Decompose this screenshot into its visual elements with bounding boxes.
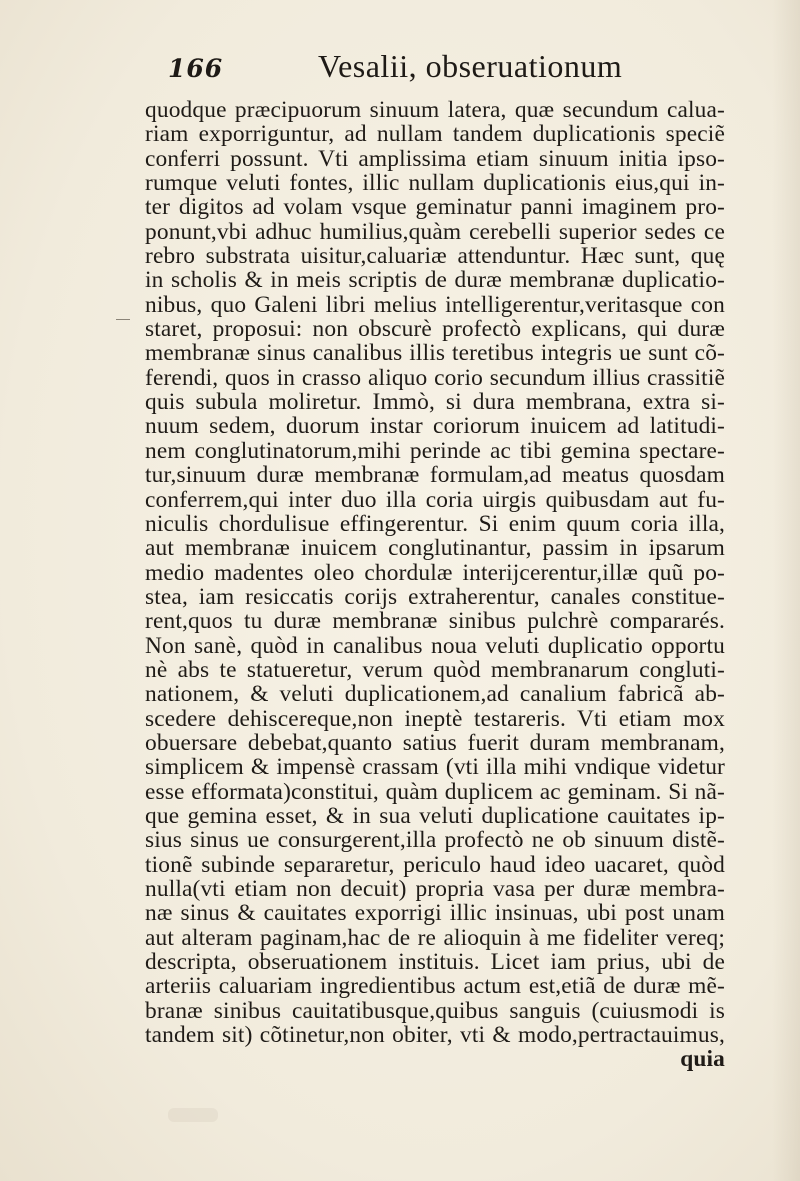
text-line: ter digitos ad volam vsque geminatur panni imaginem pro-: [145, 195, 725, 220]
bleed-through-mark: [168, 1108, 218, 1122]
text-line: membranæ sinus canalibus illis teretibus integris ue sunt cõ-: [145, 341, 725, 366]
text-line: tur,sinuum duræ membranæ formulam,ad meatus quosdam: [145, 463, 725, 488]
text-line: aut alteram paginam,hac de re alioquin à me fideliter vereq;: [145, 925, 725, 951]
text-line: tandem sit) cõtinetur,non obiter, vti & modo,pertractauimus,: [145, 1023, 725, 1048]
text-line: stea, iam resiccatis corijs extraherentur, canales constitue-: [145, 584, 725, 610]
running-head: Vesalii, obseruationum: [318, 48, 623, 84]
text-line: arteriis caluariam ingredientibus actum est,etiã de duræ mẽ-: [145, 974, 725, 999]
text-line: staret, proposui: non obscurè profectò explicans, qui duræ: [145, 317, 725, 342]
text-line: nuum sedem, duorum instar coriorum inuicem ad latitudi-: [145, 414, 725, 439]
text-line: ponunt,vbi adhuc humilius,quàm cerebelli superior sedes ce: [145, 219, 725, 245]
text-line: sius sinus ue consurgerent,illa profectò ne ob sinuum distẽ-: [145, 828, 725, 853]
text-line: descripta, obseruationem instituis. Licet iam prius, ubi de: [145, 950, 725, 975]
text-line: branæ sinibus cauitatibusque,quibus sanguis (cuiusmodi is: [145, 998, 725, 1024]
text-line: quodque præcipuorum sinuum latera, quæ secundum calua-: [145, 98, 725, 123]
page-header: [0, 48, 800, 94]
text-line: ferendi, quos in crasso aliquo corio secundum illius crassitiẽ: [145, 365, 725, 391]
text-line: simplicem & impensè crassam (vti illa mihi vndique videtur: [145, 755, 725, 780]
text-line: tionẽ subinde separaretur, periculo haud ideo uacaret, quòd: [145, 852, 725, 877]
text-line: medio madentes oleo chordulæ interijcerentur,illæ quũ po-: [145, 560, 725, 585]
page-edge-shadow: [772, 0, 800, 1181]
text-line: niculis chordulisue effingerentur. Si enim quum coria illa,: [145, 511, 725, 537]
text-line: nibus, quo Galeni libri melius intelligerentur,veritasque con: [145, 292, 725, 318]
text-line: rent,quos tu duræ membranæ sinibus pulchrè compararés.: [145, 609, 725, 634]
text-line: nationem, & veluti duplicationem,ad canalium fabricã ab-: [145, 682, 725, 707]
text-line: aut membranæ inuicem conglutinantur, passim in ipsarum: [145, 536, 725, 561]
text-line: conferri possunt. Vti amplissima etiam sinuum initia ipso-: [145, 146, 725, 172]
body-text: [145, 98, 725, 1072]
catchword: quia: [680, 1046, 725, 1073]
text-line: nè abs te statueretur, verum quòd membranarum congluti-: [145, 657, 725, 683]
text-line: que gemina esset, & in sua veluti duplicatione cauitates ip-: [145, 803, 725, 829]
margin-mark: [116, 319, 130, 320]
text-line: esse efformata)constitui, quàm duplicem ac geminam. Si nã-: [145, 779, 725, 804]
text-line: rumque veluti fontes, illic nullam duplicationis eius,qui in-: [145, 171, 725, 196]
text-line: næ sinus & cauitates exporrigi illic insinuas, ubi post unam: [145, 901, 725, 926]
text-line: nulla(vti etiam non decuit) propria vasa per duræ membra-: [145, 877, 725, 902]
text-line: obuersare debebat,quanto satius fuerit duram membranam,: [145, 730, 725, 756]
page-number: 166: [168, 54, 224, 83]
text-line: Non sanè, quòd in canalibus noua veluti duplicatio opportu: [145, 633, 725, 658]
text-line: rebro substrata uisitur,caluariæ attenduntur. Hæc sunt, quę: [145, 244, 725, 269]
text-line: conferrem,qui inter duo illa coria uirgis quibusdam aut fu-: [145, 487, 725, 512]
text-line: in scholis & in meis scriptis de duræ membranæ duplicatio-: [145, 268, 725, 293]
text-line: quis subula moliretur. Immò, si dura membrana, extra si-: [145, 390, 725, 415]
text-line: scedere dehiscereque,non ineptè testareris. Vti etiam mox: [145, 706, 725, 731]
text-line: riam exporriguntur, ad nullam tandem duplicationis speciẽ: [145, 122, 725, 147]
text-line: nem conglutinatorum,mihi perinde ac tibi gemina spectare-: [145, 438, 725, 464]
